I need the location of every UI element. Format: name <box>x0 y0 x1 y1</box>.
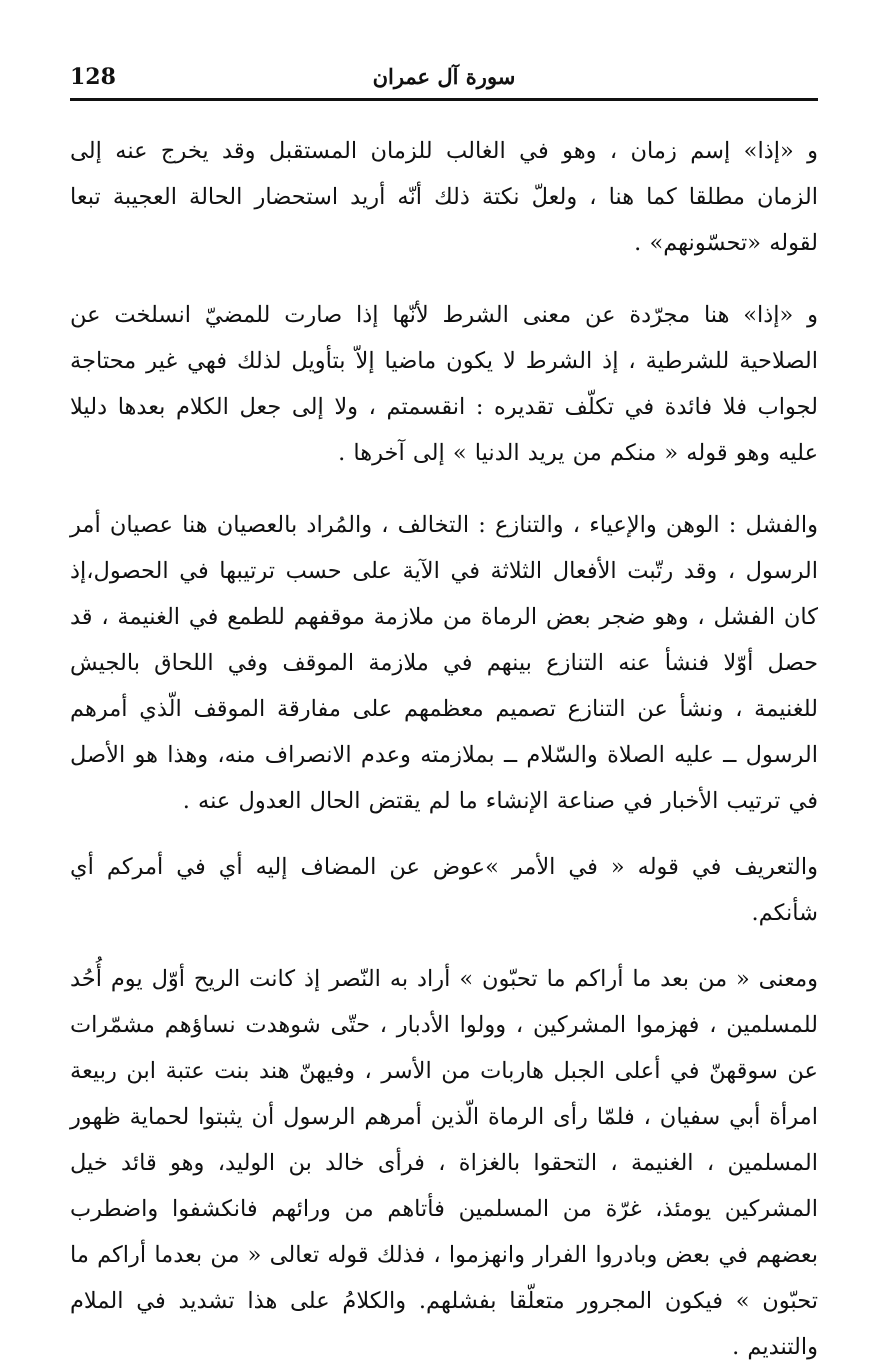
page-header <box>70 58 818 98</box>
paragraph: والتعريف في قوله « في الأمر »عوض عن المضاف إليه أي في أمركم أي شأنكم. <box>70 854 818 926</box>
header-rule <box>70 98 818 101</box>
page-number: 128 <box>70 64 116 90</box>
page-body <box>70 128 818 1370</box>
paragraph: و «إذا» إسم زمان ، وهو في الغالب للزمان المستقبل وقد يخرج عنه إلى الزمان مطلقا كما هنا ، ولعلّ نكتة ذلك أنّه أريد استحضار الحالة العجيبة تبعا لقوله «تحسّونهم» . <box>70 138 818 256</box>
paragraph: والفشل : الوهن والإعياء ، والتنازع : التخالف ، والمُراد بالعصيان هنا عصيان أمر الرسول ، وقد رتّبت الأفعال الثلاثة في الآية على حسب ترتيبها في الحصول،إذ كان الفشل ، وهو ضجر بعض الرماة من ملازمة موقفهم للطمع في الغنيمة ، قد حصل أوّلا فنشأ عنه التنازع بينهم في ملازمة الموقف وفي اللحاق بالجيش للغنيمة ، ونشأ عن التنازع تصميم معظمهم على مفارقة الموقف الّذي أمرهم الرسول ــ عليه الصلاة والسّلام ــ بملازمته وعدم الانصراف منه، وهذا هو الأصل في ترتيب الأخبار في صناعة الإنشاء ما لم يقتض الحال العدول عنه . <box>70 512 818 814</box>
running-title: سورة آل عمران <box>372 64 516 89</box>
paragraph: ومعنى « من بعد ما أراكم ما تحبّون » أراد به النّصر إذ كانت الريح أوّل يوم أُحُد للمسلمين ، فهزموا المشركين ، وولوا الأدبار ، حتّى شوهدت نساؤهم مشمّرات عن سوقهنّ في أعلى الجبل هاربات من الأسر ، وفيهنّ هند بنت عتبة ابن ربيعة امرأة أبي سفيان ، فلمّا رأى الرماة الّذين أمرهم الرسول أن يثبتوا لحماية ظهور المسلمين ، الغنيمة ، التحقوا بالغزاة ، فرأى خالد بن الوليد، وهو قائد خيل المشركين يومئذ، غرّة من المسلمين فأتاهم من ورائهم فانكشفوا واضطرب بعضهم في بعض وبادروا الفرار وانهزموا ، فذلك قوله تعالى « من بعدما أراكم ما تحبّون » فيكون المجرور متعلّقا بفشلهم. والكلامُ على هذا تشديد في الملام والتنديم . <box>70 966 818 1360</box>
paragraph: و «إذا» هنا مجرّدة عن معنى الشرط لأنّها إذا صارت للمضيّ انسلخت عن الصلاحية للشرطية ، إذ الشرط لا يكون ماضيا إلاّ بتأويل لذلك فهي غير محتاجة لجواب فلا فائدة في تكلّف تقديره : انقسمتم ، ولا إلى جعل الكلام بعدها دليلا عليه وهو قوله « منكم من يريد الدنيا » إلى آخرها . <box>70 302 818 466</box>
